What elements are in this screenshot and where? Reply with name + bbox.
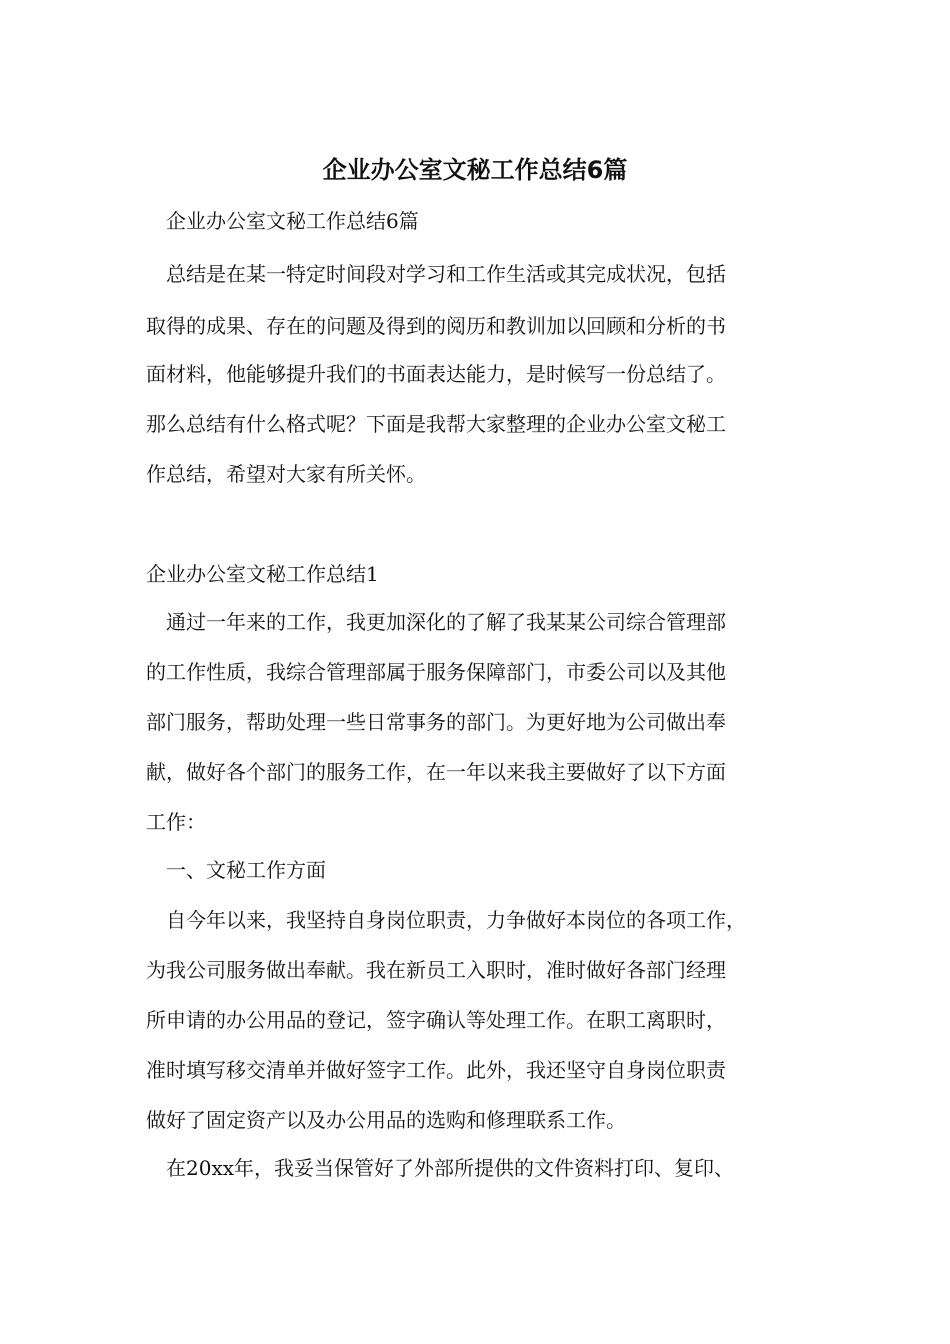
paragraph-line: 面材料，他能够提升我们的书面表达能力，是时候写一份总结了。	[146, 362, 726, 386]
paragraph-line: 那么总结有什么格式呢？下面是我帮大家整理的企业办公室文秘工	[146, 412, 726, 436]
subsection-heading: 一、文秘工作方面	[166, 858, 326, 882]
paragraph-line: 自今年以来，我坚持自身岗位职责，力争做好本岗位的各项工作，	[166, 908, 746, 932]
paragraph-line: 的工作性质，我综合管理部属于服务保障部门，市委公司以及其他	[146, 660, 726, 684]
paragraph-line: 献，做好各个部门的服务工作，在一年以来我主要做好了以下方面	[146, 760, 726, 784]
paragraph-line: 总结是在某一特定时间段对学习和工作生活或其完成状况，包括	[146, 262, 726, 286]
paragraph-line: 工作：	[146, 810, 206, 834]
paragraph-line: 作总结，希望对大家有所关怀。	[146, 462, 426, 486]
paragraph-line: 在20xx年，我妥当保管好了外部所提供的文件资料打印、复印、	[166, 1156, 735, 1180]
subtitle-line: 企业办公室文秘工作总结6篇	[166, 209, 419, 233]
section-heading: 企业办公室文秘工作总结1	[146, 562, 379, 586]
paragraph-line: 准时填写移交清单并做好签字工作。此外，我还坚守自身岗位职责	[146, 1058, 726, 1082]
document-title: 企业办公室文秘工作总结6篇	[322, 156, 628, 184]
paragraph-line: 为我公司服务做出奉献。我在新员工入职时，准时做好各部门经理	[146, 958, 726, 982]
paragraph-line: 取得的成果、存在的问题及得到的阅历和教训加以回顾和分析的书	[146, 314, 726, 338]
paragraph-line: 部门服务，帮助处理一些日常事务的部门。为更好地为公司做出奉	[146, 710, 726, 734]
paragraph-line: 做好了固定资产以及办公用品的选购和修理联系工作。	[146, 1108, 626, 1132]
paragraph-line: 通过一年来的工作，我更加深化的了解了我某某公司综合管理部	[166, 610, 726, 634]
paragraph-line: 所申请的办公用品的登记，签字确认等处理工作。在职工离职时，	[146, 1008, 726, 1032]
